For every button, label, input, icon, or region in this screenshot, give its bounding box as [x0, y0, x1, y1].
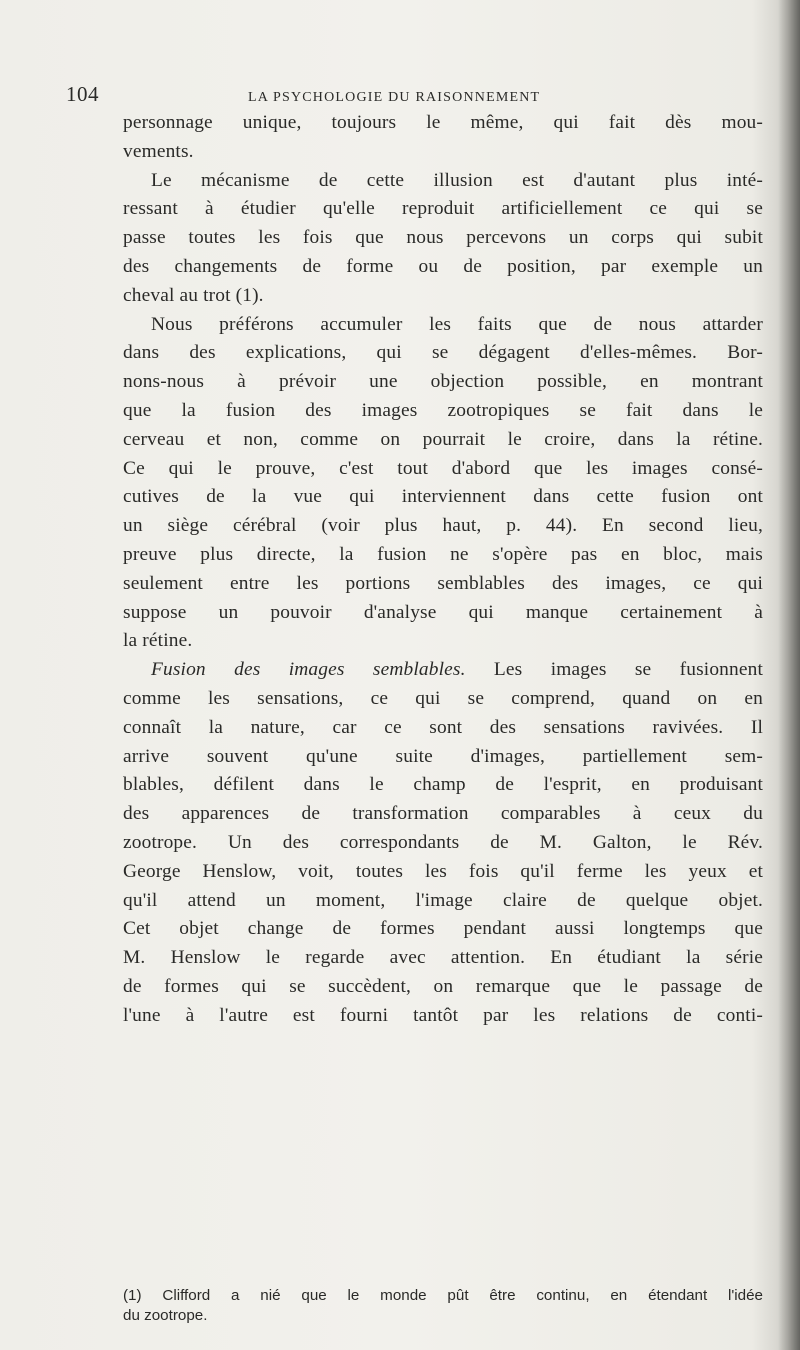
- text-line: un siège cérébral (voir plus haut, p. 44). En second lieu,: [123, 515, 763, 537]
- text-line: preuve plus directe, la fusion ne s'opère pas en bloc, mais: [123, 543, 763, 565]
- text-line: connaît la nature, car ce sont des sensations ravivées. Il: [123, 716, 763, 738]
- text-line: zootrope. Un des correspondants de M. Galton, le Rév.: [123, 831, 763, 853]
- text-line: blables, défilent dans le champ de l'esprit, en produisant: [123, 774, 763, 796]
- text-line: la rétine.: [123, 630, 193, 652]
- text-line: George Henslow, voit, toutes les fois qu'il ferme les yeux et: [123, 860, 763, 882]
- text-line: vements.: [123, 140, 194, 162]
- text-line: des changements de forme ou de position, par exemple un: [123, 255, 763, 277]
- text-line: ressant à étudier qu'elle reproduit artificiellement ce qui se: [123, 198, 763, 220]
- page-edge-shadow: [778, 0, 800, 1350]
- body-text: [123, 109, 763, 1031]
- page-header: [66, 82, 766, 112]
- text-line: cheval au trot (1).: [123, 284, 264, 306]
- footnote-line: (1) Clifford a nié que le monde pût être continu, en étendant l'idée: [123, 1287, 763, 1304]
- text-line: Cet objet change de formes pendant aussi longtemps que: [123, 918, 763, 940]
- text-line: dans des explications, qui se dégagent d'elles-mêmes. Bor-: [123, 342, 763, 364]
- running-title: LA PSYCHOLOGIE DU RAISONNEMENT: [248, 90, 541, 105]
- text-line: passe toutes les fois que nous percevons un corps qui subit: [123, 227, 763, 249]
- heading-line-rest: Les images se fusionnent: [493, 659, 764, 681]
- text-line: cutives de la vue qui interviennent dans cette fusion ont: [123, 486, 763, 508]
- text-line: seulement entre les portions semblables des images, ce qui: [123, 572, 763, 594]
- paragraph-start-line: Nous préférons accumuler les faits que de nous attarder: [151, 313, 763, 335]
- section-heading-italic: Fusion des images semblables.: [151, 659, 466, 681]
- text-line: des apparences de transformation comparables à ceux du: [123, 803, 763, 825]
- footnote: [123, 1286, 763, 1326]
- section-heading-line: [123, 656, 763, 685]
- text-line: suppose un pouvoir d'analyse qui manque certainement à: [123, 601, 763, 623]
- footnote-line: du zootrope.: [123, 1307, 208, 1324]
- text-line: de formes qui se succèdent, on remarque que le passage de: [123, 975, 763, 997]
- text-line: arrive souvent qu'une suite d'images, partiellement sem-: [123, 745, 763, 767]
- text-line: l'une à l'autre est fourni tantôt par les relations de conti-: [123, 1004, 763, 1026]
- paragraph-start-line: Le mécanisme de cette illusion est d'autant plus inté-: [151, 169, 763, 191]
- text-line: que la fusion des images zootropiques se fait dans le: [123, 399, 763, 421]
- text-line: personnage unique, toujours le même, qui fait dès mou-: [123, 112, 763, 133]
- text-line: cerveau et non, comme on pourrait le croire, dans la rétine.: [123, 428, 763, 450]
- page-number: 104: [66, 82, 99, 106]
- text-line: Ce qui le prouve, c'est tout d'abord que les images consé-: [123, 457, 763, 479]
- text-line: comme les sensations, ce qui se comprend, quand on en: [123, 687, 763, 709]
- text-line: M. Henslow le regarde avec attention. En étudiant la série: [123, 947, 763, 969]
- text-line: qu'il attend un moment, l'image claire de quelque objet.: [123, 889, 763, 911]
- text-line: nons-nous à prévoir une objection possible, en montrant: [123, 371, 763, 393]
